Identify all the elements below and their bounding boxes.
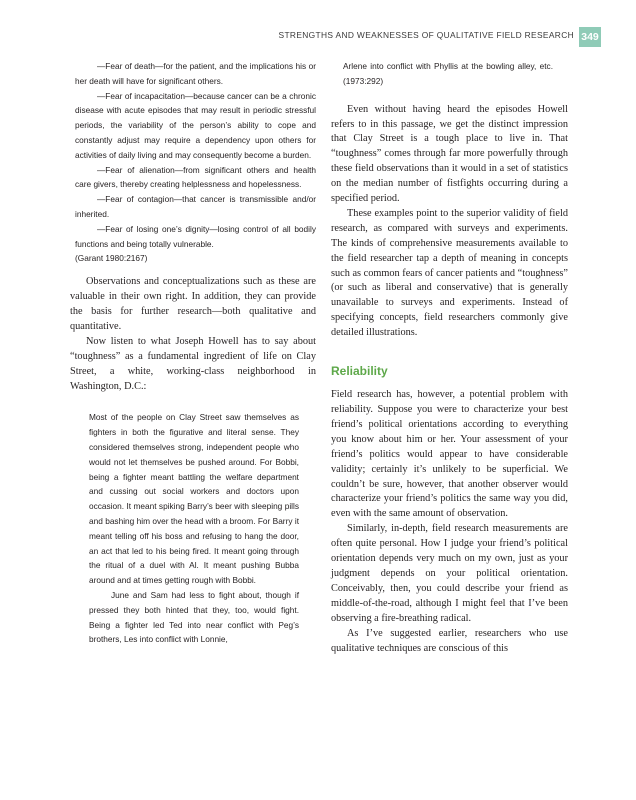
page-number: 349: [579, 27, 601, 47]
quote-paragraph: Most of the people on Clay Street saw themselves as fighters in both the figurative and literal sense. They considered themselves strong, independent people who would not let themselves be pushed around. For Bobbi, being a fighter meant battling the welfare department and cussing out social workers and doctors upon occasion. It meant spiking Barry’s beer with sleeping pills and bashing him over the head with a broom. For Barry it meant telling off his boss and refusing to hang the door, an act that led to his being fired. It meant going through the ritual of a duel with Al. It meant pushing Bubba around and at times getting rough with Bobbi.: [89, 412, 299, 586]
body-paragraph: Observations and conceptualizations such as these are valuable in their own right. In addition, they can provide the basis for further research—both qualitative and quantitative.: [70, 276, 316, 332]
right-column: [331, 59, 568, 656]
running-head: STRENGTHS AND WEAKNESSES OF QUALITATIVE FIELD RESEARCH: [278, 30, 574, 40]
quote-line: —Fear of incapacitation—because cancer can be a chronic disease with acute episodes that may result in periodic stressful periods, the variability of the person’s ability to cope and constantly adjust may require a dependency upon others for activities of daily living and may consequently become a burden.: [75, 90, 316, 160]
quote-citation: (Garant 1980:2167): [75, 253, 148, 264]
quote-line: —Fear of contagion—that cancer is transmissible and/or inherited.: [75, 194, 316, 219]
body-paragraph: Field research has, however, a potential problem with reliability. Suppose you were to characterize your best friend’s political orientations according to everything you know about him or her. Your assessment of your friend’s politics would appear to have considerable validity; certainly it’s unlikely to be superficial. We couldn’t be sure, however, that another observer would characterize your friend’s politics the same way you did, even with the same amount of observation.: [331, 389, 568, 520]
body-paragraph: Even without having heard the episodes Howell refers to in this passage, we get the distinct impression that Clay Street is a tough place to live in. That “toughness” comes through far more powerfully through these field observations than it would in a set of statistics on the median number of fistfights occurring during a specified period.: [331, 103, 568, 205]
clay-street-quote: [70, 410, 316, 647]
section-heading: Reliability: [331, 364, 388, 379]
quote-paragraph: June and Sam had less to fight about, though if pressed they both hinted that they, too, would fight. Being a fighter led Ted into near conflict with Peg’s brothers, Les into conflict with Lonnie,: [89, 589, 299, 645]
body-paragraph: Similarly, in-depth, field research measurements are often quite personal. How I judge your friend’s political orientation depends very much on my own, just as your judgment depends on your political orientation. Conceivably, then, you could describe your friend as middle-of-the-road, although I might feel that I’ve been observing a fire-breathing radical.: [331, 523, 568, 624]
body-paragraph: These examples point to the superior validity of field research, as compared with surveys and experiments. The kinds of comprehensive measurements available to the field researcher tap a depth of meaning in concepts such as common fears of cancer patients and “toughness” (or such as liberal and conservative) that is generally unavailable to surveys and experiments. Instead of specifying concepts, field researchers commonly give detailed illustrations.: [331, 207, 568, 339]
left-column: [70, 59, 316, 647]
cancer-fears-quote: [70, 59, 316, 266]
body-paragraph: Now listen to what Joseph Howell has to say about “toughness” as a fundamental ingredient of life on Clay Street, a white, working-class neighborhood in Washington, D.C.:: [70, 335, 316, 392]
body-paragraph: As I’ve suggested earlier, researchers who use qualitative techniques are conscious of this: [331, 627, 568, 654]
quote-line: —Fear of death—for the patient, and the implications his or her death will have for significant others.: [75, 61, 316, 86]
quote-line: —Fear of losing one’s dignity—losing control of all bodily functions and being totally vulnerable.: [75, 223, 316, 249]
quote-continuation: Arlene into conflict with Phyllis at the bowling alley, etc. (1973:292): [343, 61, 553, 86]
quote-line: —Fear of alienation—from significant others and health care givers, thereby creating helplessness and hopelessness.: [75, 164, 316, 190]
page-header: [0, 27, 636, 47]
